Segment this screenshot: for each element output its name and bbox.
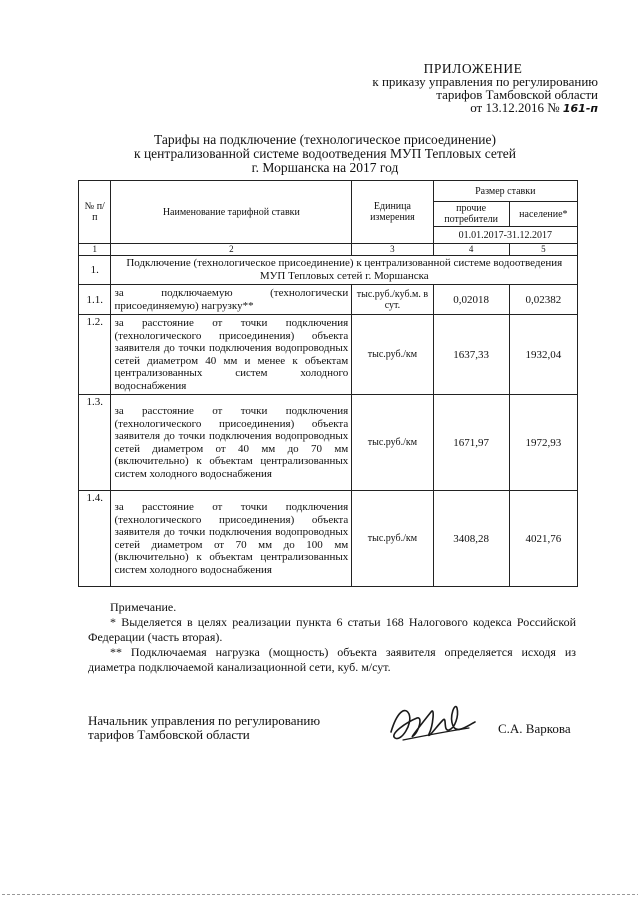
tariff-table bbox=[78, 180, 578, 587]
row-other-value: 0,02018 bbox=[433, 285, 509, 315]
note-2: ** Подключаемая нагрузка (мощность) объекта заявителя определяется исходя из диаметра подключаемой канализационной сети, куб. м/сут. bbox=[88, 645, 576, 674]
appendix-line-3 bbox=[318, 101, 598, 115]
appendix-line-1: к приказу управления по регулированию bbox=[372, 74, 598, 89]
row-population-value: 1932,04 bbox=[509, 315, 577, 395]
row-unit: тыс.руб./км bbox=[352, 315, 433, 395]
title-line-1: Тарифы на подключение (технологическое присоединение) bbox=[153, 132, 496, 147]
column-number: 1 bbox=[79, 244, 111, 256]
row-name: за расстояние от точки подключения (технологического присоединения) объекта заявителя до точки подключения водопроводных сетей диаметром 40 мм и менее к объектам централизованных систем холодного водоснабжения bbox=[111, 315, 352, 395]
order-number: 161-п bbox=[562, 102, 598, 115]
appendix-header bbox=[318, 62, 598, 115]
section-no: 1. bbox=[79, 256, 111, 285]
signatory-position bbox=[88, 714, 320, 742]
row-name: за расстояние от точки подключения (технологического присоединения) объекта заявителя до точки подключения водопроводных сетей диаметром от 70 мм до 100 мм (включительно) к объектам централизованных систем холодного водоснабжения bbox=[111, 491, 352, 587]
header-row-1 bbox=[79, 181, 578, 202]
title-line-2: к централизованной системе водоотведения МУП Тепловых сетей bbox=[134, 146, 516, 161]
row-population-value: 1972,93 bbox=[509, 395, 577, 491]
notes bbox=[88, 600, 576, 675]
column-number-row bbox=[79, 244, 578, 256]
row-name: за подключаемую (технологически присоединяемую) нагрузку** bbox=[111, 285, 352, 315]
note-1: * Выделяется в целях реализации пункта 6 статьи 168 Налогового кодекса Российской Федерации (часть вторая). bbox=[88, 615, 576, 644]
row-other-value: 1671,97 bbox=[433, 395, 509, 491]
header-other-consumers: прочие потребители bbox=[433, 202, 509, 227]
header-rate-group: Размер ставки bbox=[433, 181, 577, 202]
column-number: 4 bbox=[433, 244, 509, 256]
notes-heading: Примечание. bbox=[110, 600, 177, 614]
column-number: 2 bbox=[111, 244, 352, 256]
row-population-value: 0,02382 bbox=[509, 285, 577, 315]
title-line-3: г. Моршанска на 2017 год bbox=[251, 160, 399, 175]
header-period: 01.01.2017-31.12.2017 bbox=[433, 227, 577, 244]
scan-edge-line bbox=[2, 893, 638, 896]
row-name: за расстояние от точки подключения (технологического присоединения) объекта заявителя до точки подключения водопроводных сетей диаметром от 40 мм до 70 мм (включительно) к объектам централизованных систем холодного водоснабжения bbox=[111, 395, 352, 491]
appendix-line-2: тарифов Тамбовской области bbox=[436, 87, 598, 102]
row-unit: тыс.руб./км bbox=[352, 395, 433, 491]
header-name: Наименование тарифной ставки bbox=[111, 181, 352, 244]
row-unit: тыс.руб./км bbox=[352, 491, 433, 587]
row-no: 1.3. bbox=[79, 395, 111, 491]
column-number: 5 bbox=[509, 244, 577, 256]
row-no: 1.1. bbox=[79, 285, 111, 315]
header-unit: Единица измерения bbox=[352, 181, 433, 244]
position-line-1: Начальник управления по регулированию bbox=[88, 713, 321, 728]
signatory-name: С.А. Варкова bbox=[498, 721, 571, 736]
row-no: 1.4. bbox=[79, 491, 111, 587]
appendix-title: ПРИЛОЖЕНИЕ bbox=[423, 61, 523, 76]
position-line-2: тарифов Тамбовской области bbox=[88, 727, 250, 742]
document-title bbox=[90, 133, 560, 175]
row-unit: тыс.руб./куб.м. в сут. bbox=[352, 285, 433, 315]
section-title: Подключение (технологическое присоединение) к централизованной системе водоотведения МУП Тепловых сетей г. Моршанска bbox=[111, 256, 578, 285]
header-no: № п/п bbox=[79, 181, 111, 244]
row-population-value: 4021,76 bbox=[509, 491, 577, 587]
appendix-date: от 13.12.2016 № bbox=[470, 100, 560, 115]
handwritten-signature-icon bbox=[383, 692, 483, 756]
row-other-value: 3408,28 bbox=[433, 491, 509, 587]
table-row bbox=[79, 395, 578, 491]
section-row bbox=[79, 256, 578, 285]
table-row bbox=[79, 315, 578, 395]
row-other-value: 1637,33 bbox=[433, 315, 509, 395]
table-row bbox=[79, 491, 578, 587]
header-population: население* bbox=[509, 202, 577, 227]
table-row bbox=[79, 285, 578, 315]
row-no: 1.2. bbox=[79, 315, 111, 395]
column-number: 3 bbox=[352, 244, 433, 256]
